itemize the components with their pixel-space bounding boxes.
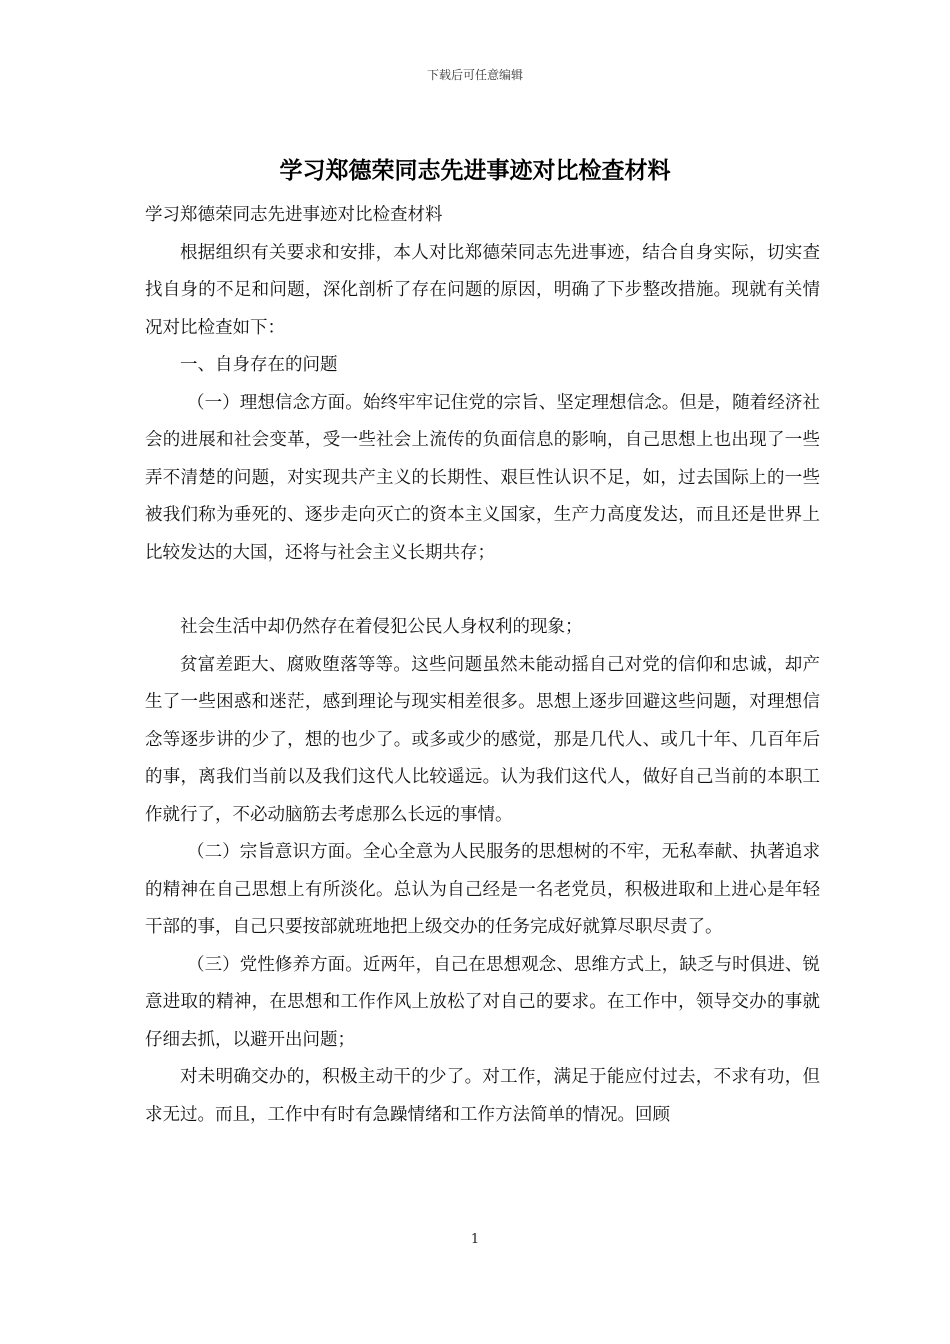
document-title: 学习郑德荣同志先进事迹对比检查材料 [279, 157, 671, 184]
page-number: 1 [470, 1232, 480, 1247]
document-body [145, 197, 820, 1134]
paragraph-ideals: （一）理想信念方面。始终牢牢记住党的宗旨、坚定理想信念。但是，随着经济社会的进展和社会变革，受一些社会上流传的负面信息的影响，自己思想上也出现了一些弄不清楚的问题，对实现共产主义的长期性、艰巨性认识不足，如，过去国际上的一些被我们称为垂死的、逐步走向灭亡的资本主义国家，生产力高度发达，而且还是世界上比较发达的大国，还将与社会主义长期共存； [145, 392, 820, 563]
paragraph-purpose: （二）宗旨意识方面。全心全意为人民服务的思想树的不牢，无私奉献、执著追求的精神在自己思想上有所淡化。总认为自己经是一名老党员，积极进取和上进心是年轻干部的事，自己只要按部就班地把上级交办的任务完成好就算尽职尽责了。 [145, 842, 820, 937]
section-heading: 一、自身存在的问题 [180, 355, 338, 375]
subtitle-paragraph: 学习郑德荣同志先进事迹对比检查材料 [145, 205, 443, 225]
intro-paragraph: 根据组织有关要求和安排，本人对比郑德荣同志先进事迹，结合自身实际，切实查找自身的不足和问题，深化剖析了存在问题的原因，明确了下步整改措施。现就有关情况对比检查如下： [145, 242, 820, 338]
header-note: 下载后可任意编辑 [426, 68, 523, 82]
paragraph-work-attitude: 对未明确交办的，积极主动干的少了。对工作，满足于能应付过去，不求有功，但求无过。而且，工作中有时有急躁情绪和工作方法简单的情况。回顾 [145, 1067, 820, 1125]
paragraph-party-spirit: （三）党性修养方面。近两年，自己在思想观念、思维方式上，缺乏与时俱进、锐意进取的精神，在思想和工作作风上放松了对自己的要求。在工作中，领导交办的事就仔细去抓，以避开出问题； [145, 954, 820, 1050]
paragraph-wealth-gap: 贫富差距大、腐败堕落等等。这些问题虽然未能动摇自己对党的信仰和忠诚，却产生了一些困惑和迷茫，感到理论与现实相差很多。思想上逐步回避这些问题，对理想信念等逐步讲的少了，想的也少了。或多或少的感觉，那是几代人、或几十年、几百年后的事，离我们当前以及我们这代人比较遥远。认为我们这代人，做好自己当前的本职工作就行了，不必动脑筋去考虑那么长远的事情。 [145, 654, 820, 825]
paragraph-social-life: 社会生活中却仍然存在着侵犯公民人身权利的现象； [180, 617, 583, 637]
